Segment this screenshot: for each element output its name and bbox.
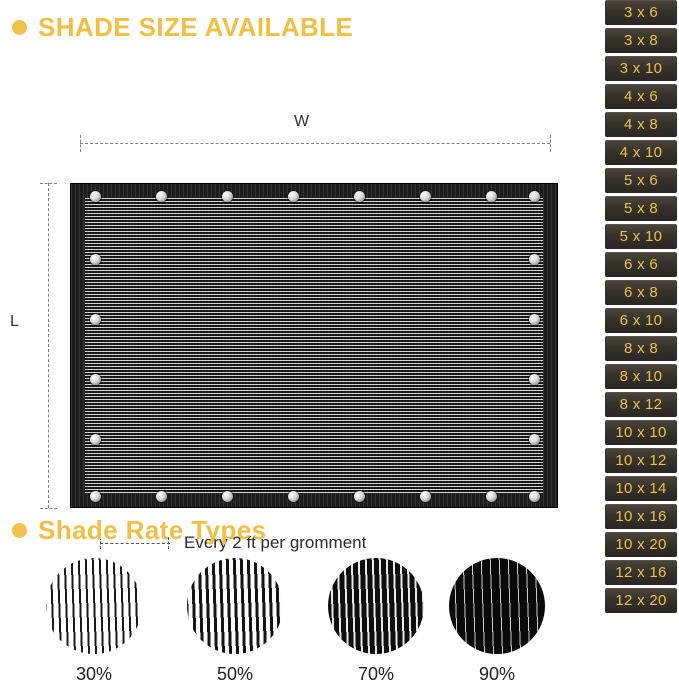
size-chip[interactable]: [605, 168, 677, 193]
bullet-dot-icon: [12, 523, 27, 538]
size-chip-label: 6 x 6: [623, 256, 659, 273]
size-chip-label: 4 x 6: [623, 88, 659, 105]
size-chip[interactable]: [605, 224, 677, 249]
size-chip[interactable]: [605, 0, 677, 25]
shade-size-heading-text: SHADE SIZE AVAILABLE: [38, 12, 354, 42]
shade-rate-swatch-50: [187, 558, 283, 654]
grommet: [529, 374, 540, 385]
shade-rate-label: 30%: [75, 664, 113, 684]
grommet: [529, 191, 540, 202]
size-chip[interactable]: [605, 532, 677, 557]
grommet: [420, 491, 431, 502]
shade-rate-heading-text: Shade Rate Types: [38, 515, 267, 545]
grommet: [156, 191, 167, 202]
grommet: [529, 314, 540, 325]
size-chip-label: 5 x 6: [623, 172, 659, 189]
grommet: [90, 491, 101, 502]
size-chip-label: 5 x 10: [619, 228, 663, 245]
size-chip[interactable]: [605, 336, 677, 361]
shade-rate-item: [175, 558, 295, 685]
shade-rate-label: 90%: [478, 664, 516, 684]
size-chip[interactable]: [605, 112, 677, 137]
size-chip[interactable]: [605, 364, 677, 389]
shade-cloth-panel: [70, 183, 558, 508]
shade-rate-item: [316, 558, 436, 685]
size-chip[interactable]: [605, 476, 677, 501]
bullet-dot-icon: [12, 20, 27, 35]
size-chip-label: 10 x 14: [615, 480, 667, 497]
shade-size-heading: [12, 12, 353, 43]
grommet: [420, 191, 431, 202]
shade-rate-heading: [12, 515, 266, 546]
size-chip[interactable]: [605, 308, 677, 333]
size-chip[interactable]: [605, 504, 677, 529]
width-label: W: [294, 113, 310, 130]
shade-rate-swatches: [20, 558, 580, 693]
shade-rate-swatch-90: [449, 558, 545, 654]
grommet: [529, 434, 540, 445]
size-chip[interactable]: [605, 420, 677, 445]
grommet: [529, 254, 540, 265]
size-chip[interactable]: [605, 280, 677, 305]
size-chip-label: 10 x 16: [615, 508, 667, 525]
grommet: [90, 314, 101, 325]
grommet: [288, 191, 299, 202]
size-chip-label: 12 x 16: [615, 564, 667, 581]
size-chip-label: 10 x 12: [615, 452, 667, 469]
grommet: [90, 434, 101, 445]
grommet: [486, 491, 497, 502]
size-chip-label: 8 x 8: [623, 340, 659, 357]
grommet: [222, 191, 233, 202]
shade-rate-label: 70%: [357, 664, 395, 684]
size-chip-label: 6 x 10: [619, 312, 663, 329]
length-label: L: [10, 313, 19, 330]
grommet: [222, 491, 233, 502]
grommet: [354, 191, 365, 202]
grommet: [486, 191, 497, 202]
size-chip[interactable]: [605, 448, 677, 473]
grommet: [90, 191, 101, 202]
length-tick-bottom: [40, 508, 57, 510]
size-chip[interactable]: [605, 28, 677, 53]
size-chip[interactable]: [605, 252, 677, 277]
size-chip[interactable]: [605, 196, 677, 221]
size-chip-label: 5 x 8: [623, 200, 659, 217]
size-chip[interactable]: [605, 140, 677, 165]
size-chip-label: 8 x 12: [619, 396, 663, 413]
width-dimension-line: [80, 143, 550, 145]
size-chip-label: 4 x 8: [623, 116, 659, 133]
size-chip-label: 10 x 10: [615, 424, 667, 441]
size-chip-label: 3 x 6: [623, 4, 659, 21]
shade-rate-swatch-30: [46, 558, 142, 654]
size-chip[interactable]: [605, 560, 677, 585]
grommet: [288, 491, 299, 502]
grommet-spacing-text: Every 2 ft per gromment: [184, 533, 367, 552]
size-chip-label: 10 x 20: [615, 536, 667, 553]
size-chip[interactable]: [605, 392, 677, 417]
grommet: [90, 374, 101, 385]
size-chip-label: 6 x 8: [623, 284, 659, 301]
size-list: [600, 0, 679, 698]
shade-rate-item: [34, 558, 154, 685]
cloth-mesh-area: [85, 198, 543, 493]
shade-rate-label: 50%: [216, 664, 254, 684]
size-chip-label: 8 x 10: [619, 368, 663, 385]
grommet: [354, 491, 365, 502]
size-chip[interactable]: [605, 56, 677, 81]
size-chip-label: 3 x 10: [619, 60, 663, 77]
size-chip-label: 3 x 8: [623, 32, 659, 49]
size-chip[interactable]: [605, 84, 677, 109]
grommet: [529, 491, 540, 502]
width-tick-right: [550, 135, 552, 152]
shade-rate-item: [437, 558, 557, 685]
grommet: [156, 491, 167, 502]
length-dimension-line: [48, 183, 50, 508]
size-chip-label: 4 x 10: [619, 144, 663, 161]
shade-rate-swatch-70: [328, 558, 424, 654]
size-chip[interactable]: [605, 588, 677, 613]
size-chip-label: 12 x 20: [615, 592, 667, 609]
grommet: [90, 254, 101, 265]
